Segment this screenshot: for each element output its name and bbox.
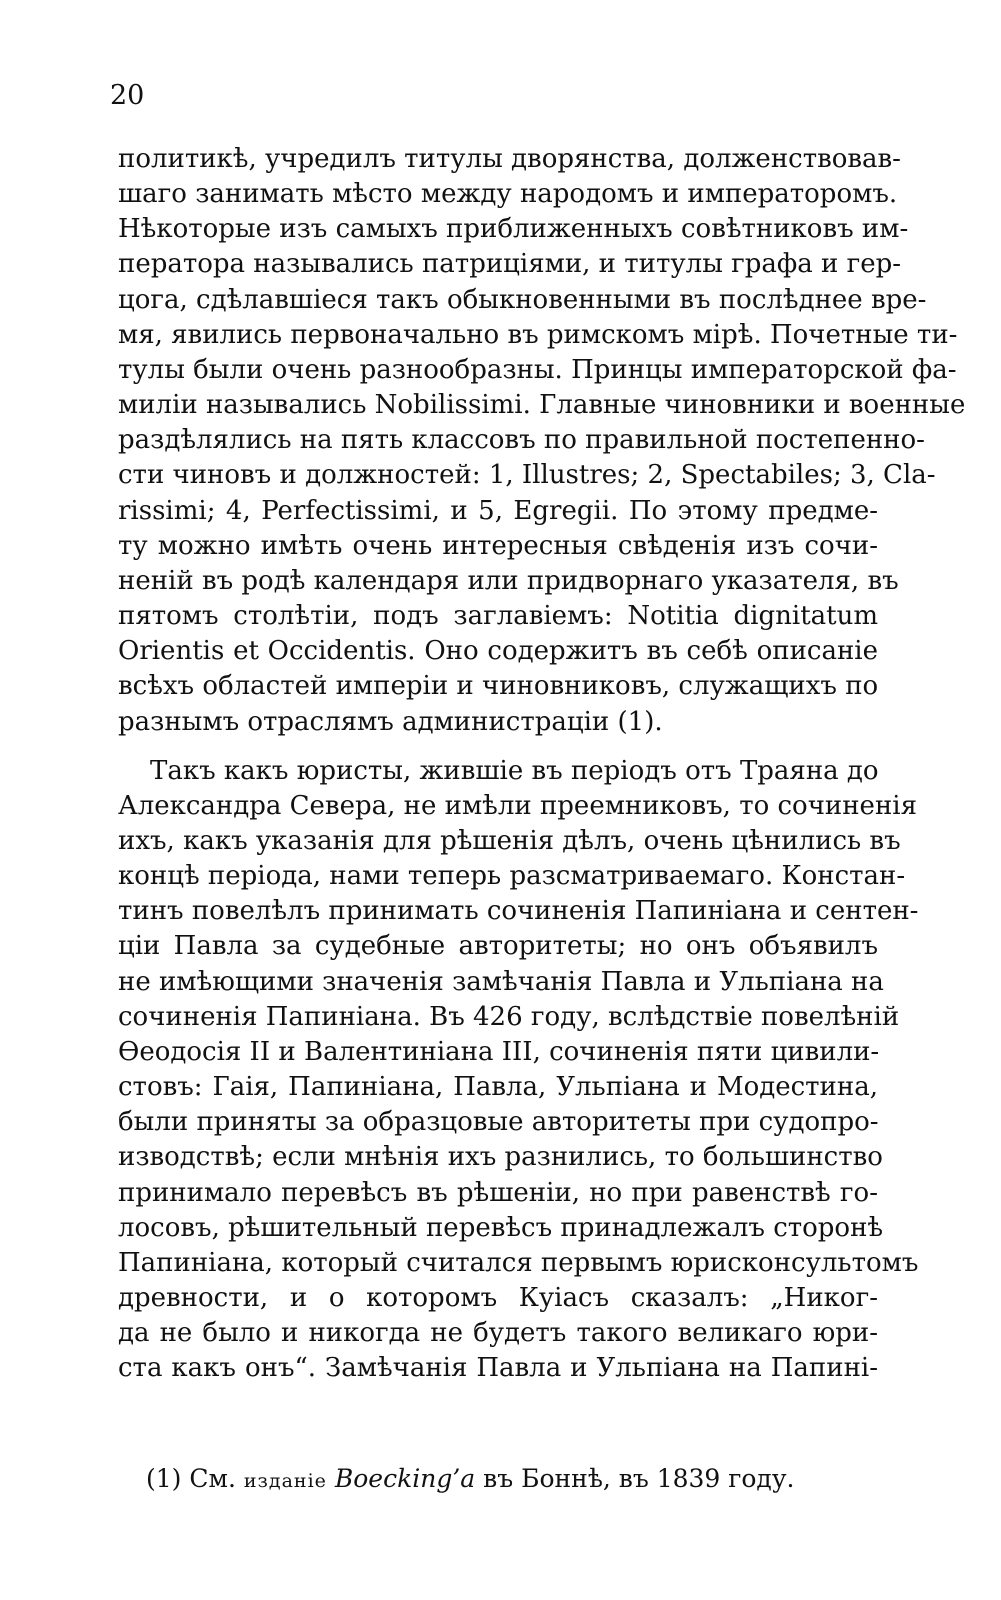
- text-line: неній въ родѣ календаря или придворнаго указателя, въ: [118, 565, 899, 596]
- text-line: раздѣлялись на пять классовъ по правильной постепенно-: [118, 425, 925, 456]
- page-number: 20: [110, 80, 145, 111]
- text-line: политикѣ, учредилъ титулы дворянства, долженствовав-: [118, 144, 901, 174]
- text-line: изводствѣ; если мнѣнія ихъ разнились, то большинство: [118, 1142, 883, 1173]
- footnote-rest: въ Боннѣ, въ 1839 году.: [483, 1464, 795, 1493]
- text-line: цога, сдѣлавшіеся такъ обыкновенными въ послѣднее вре-: [118, 284, 927, 315]
- text-line: ператора назывались патриціями, и титулы графа и гер-: [118, 249, 902, 280]
- text-line: тинъ повелѣлъ принимать сочиненія Папиніана и сентен-: [118, 896, 919, 927]
- footnote-prefix: См.: [189, 1464, 236, 1493]
- text-line: разнымъ отраслямъ администраціи (1).: [118, 706, 663, 737]
- footnote-word: изданіе: [243, 1470, 327, 1492]
- text-line: ту можно имѣть очень интересныя свѣденія изъ сочи-: [118, 530, 878, 561]
- paragraph-2: [118, 754, 919, 1387]
- text-line: Папиніана, который считался первымъ юрисконсультомъ: [118, 1247, 919, 1278]
- text-line: древности, и о которомъ Куіасъ сказалъ: „Никог-: [118, 1283, 878, 1313]
- paragraph-1: [118, 142, 966, 740]
- text-line: сти чиновъ и должностей: 1, Illustres; 2, Spectabiles; 3, Cla-: [118, 460, 936, 491]
- text-line: Александра Севера, не имѣли преемниковъ, то сочиненія: [118, 790, 917, 821]
- text-line: rissimi; 4, Perfectissimi, и 5, Egregii. По этому предме-: [118, 495, 878, 526]
- text-line: ихъ, какъ указанія для рѣшенія дѣлъ, очень цѣнились въ: [118, 825, 901, 856]
- text-line: пятомъ столѣтіи, подъ заглавіемъ: Notitia dignitatum: [118, 601, 878, 632]
- text-line: тулы были очень разнообразны. Принцы императорской фа-: [118, 354, 957, 385]
- text-line: лосовъ, рѣшительный перевѣсъ принадлежалъ сторонѣ: [118, 1212, 884, 1243]
- footnote-author-name: Boecking’a: [334, 1464, 476, 1493]
- text-line: Нѣкоторые изъ самыхъ приближенныхъ совѣтниковъ им-: [118, 214, 909, 245]
- text-line: да не было и никогда не будетъ такого великаго юри-: [118, 1318, 878, 1349]
- footnote: [146, 1462, 794, 1498]
- text-line: всѣхъ областей имперіи и чиновниковъ, служащихъ по: [118, 671, 879, 702]
- text-line: Ѳеодосія II и Валентиніана III, сочиненія пяти цивили-: [118, 1036, 880, 1067]
- text-line: ста какъ онъ“. Замѣчанія Павла и Ульпіана на Папині-: [118, 1353, 878, 1384]
- text-line: Orientis et Occidentis. Оно содержитъ въ себѣ описаніе: [118, 636, 878, 667]
- paragraph-gap: [118, 740, 878, 754]
- text-line: мя, явились первоначально въ римскомъ мірѣ. Почетные ти-: [118, 319, 958, 350]
- text-line: стовъ: Гаія, Папиніана, Павла, Ульпіана и Модестина,: [118, 1072, 878, 1103]
- text-line: сочиненія Папиніана. Въ 426 году, вслѣдствіе повелѣній: [118, 1001, 900, 1032]
- footnote-marker: (1): [146, 1464, 182, 1493]
- text-line: не имѣющими значенія замѣчанія Павла и Ульпіана на: [118, 966, 884, 997]
- text-line: ціи Павла за судебные авторитеты; но онъ объявилъ: [118, 931, 878, 962]
- text-line: шаго занимать мѣсто между народомъ и императоромъ.: [118, 179, 898, 210]
- text-line: Такъ какъ юристы, жившіе въ періодъ отъ Траяна до: [150, 755, 879, 786]
- text-line: концѣ періода, нами теперь разсматриваемаго. Констан-: [118, 861, 906, 892]
- text-line: принимало перевѣсъ въ рѣшеніи, но при равенствѣ го-: [118, 1177, 878, 1208]
- text-line: были приняты за образцовые авторитеты при судопро-: [118, 1107, 879, 1138]
- body-text: [118, 142, 966, 1386]
- text-line: миліи назывались Nobilissimi. Главные чиновники и военные: [118, 390, 966, 421]
